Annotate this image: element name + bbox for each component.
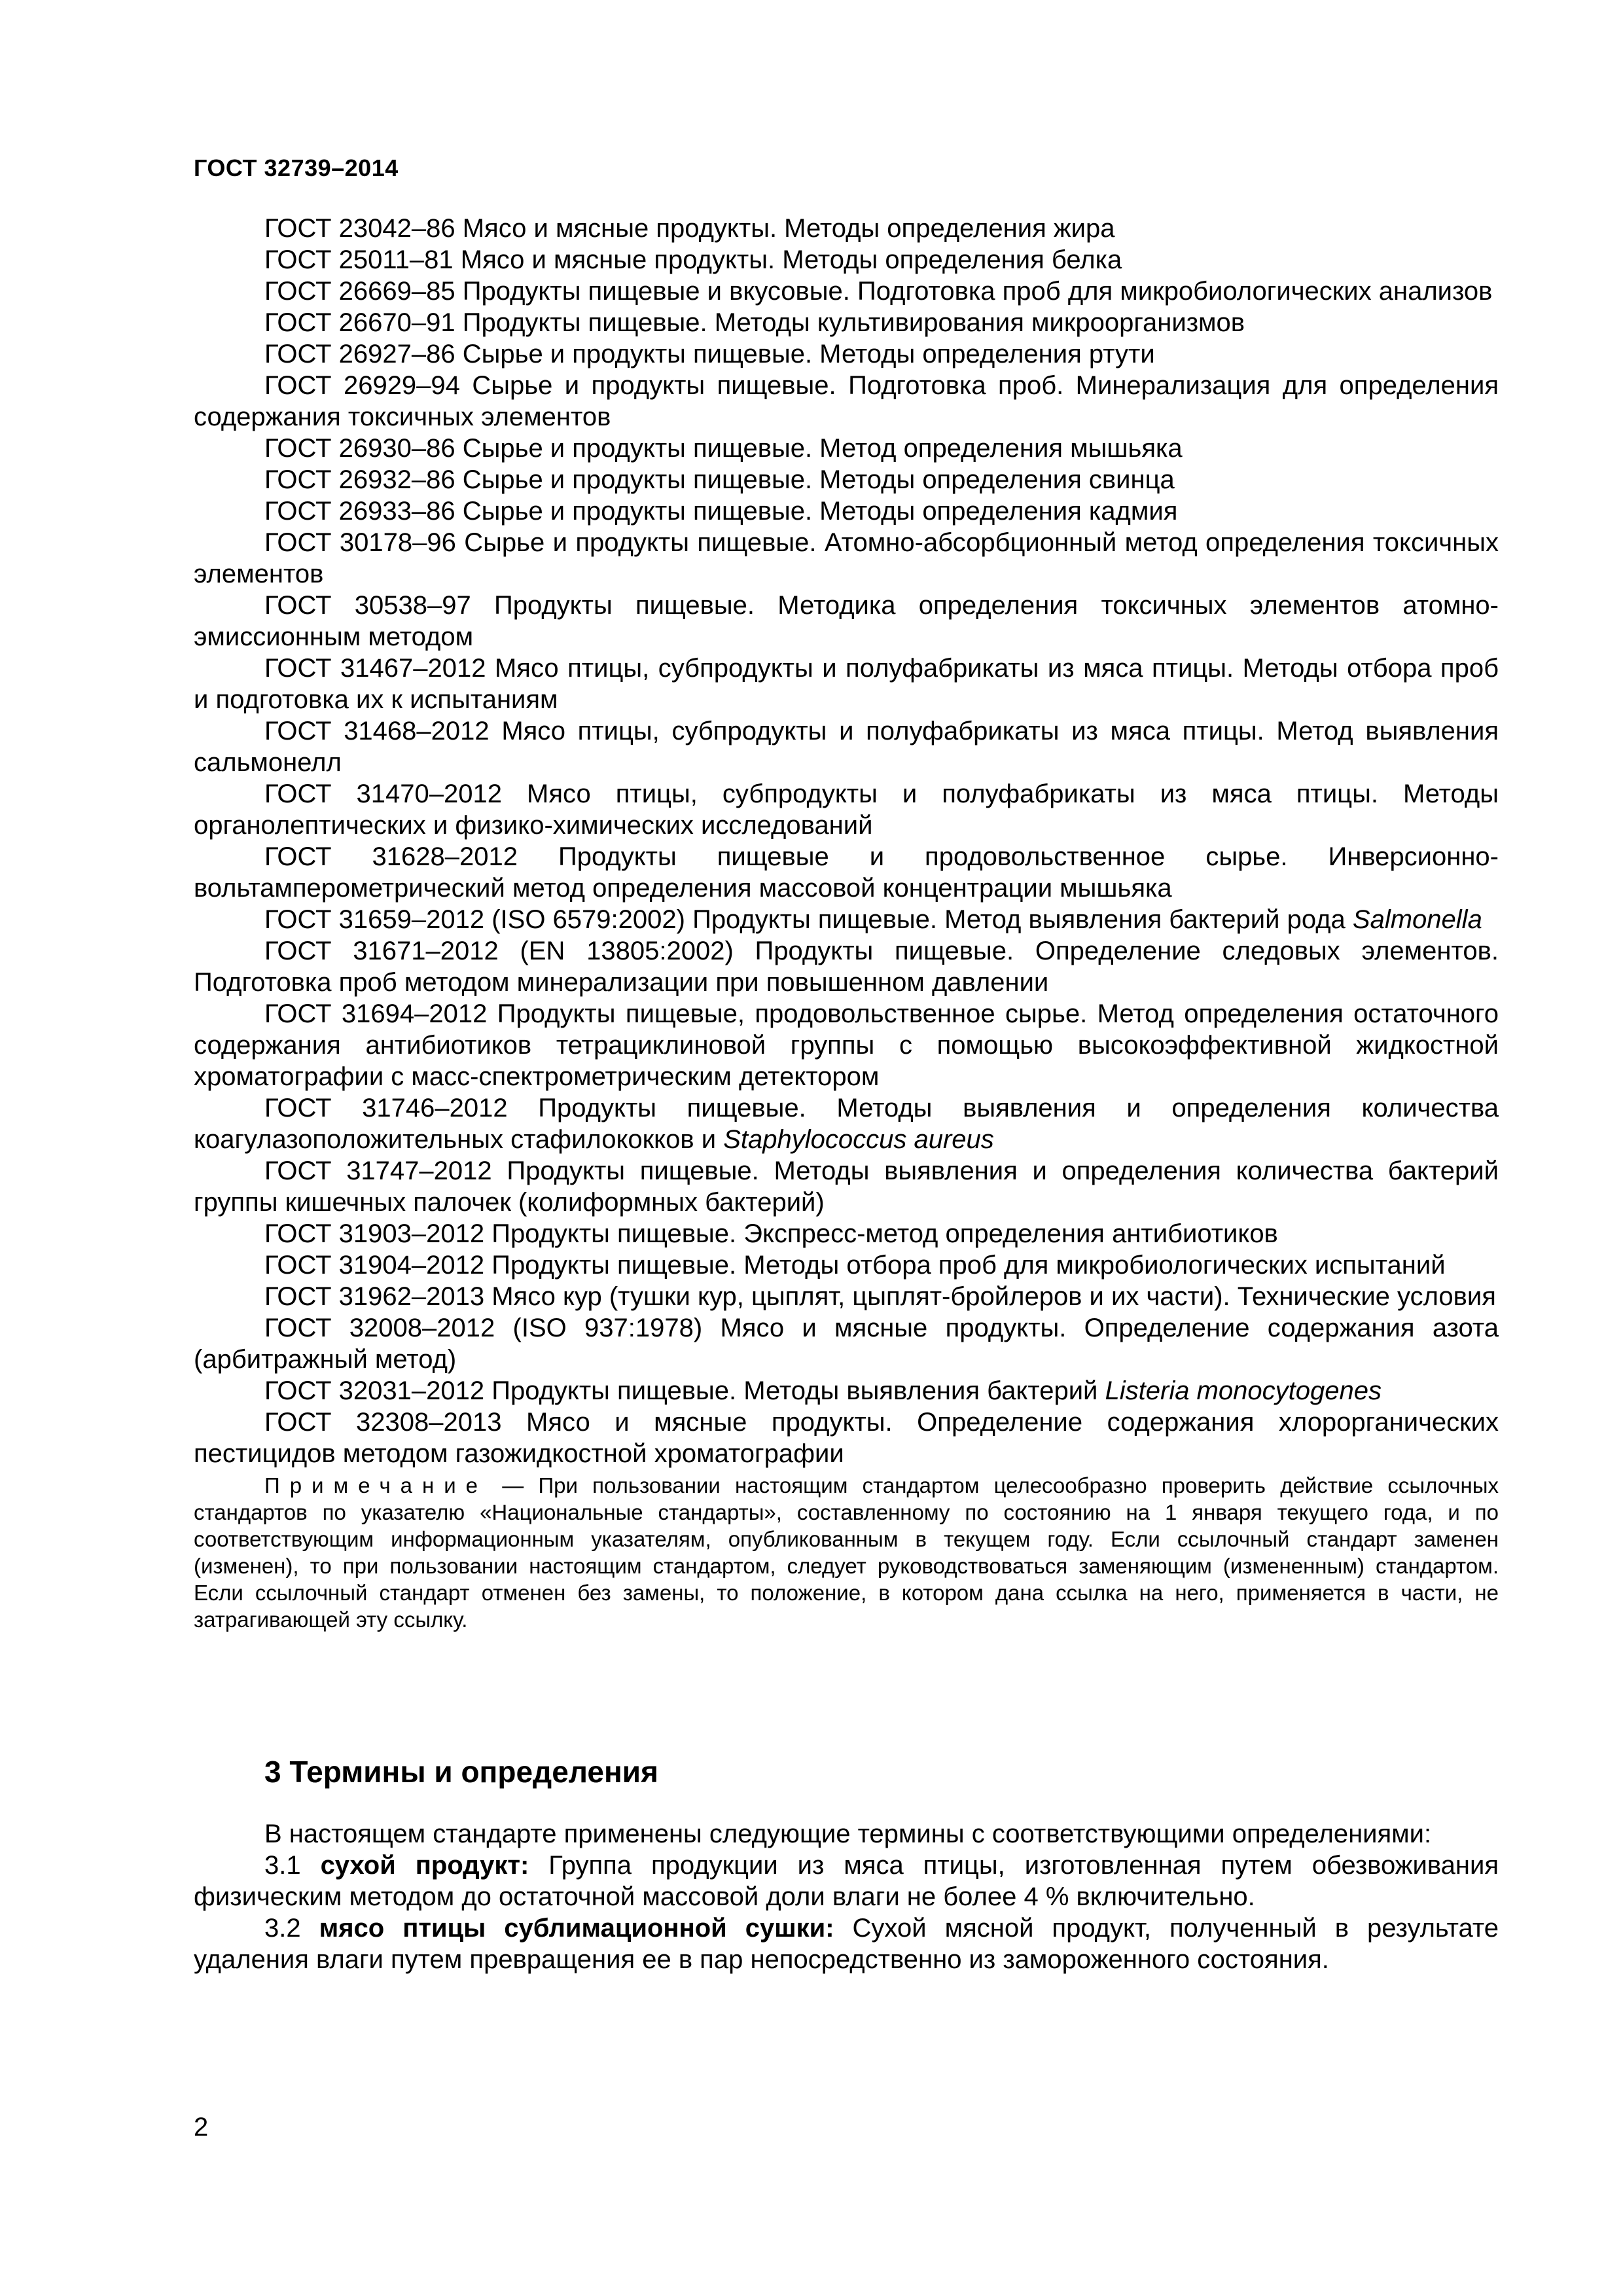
reference-item <box>194 1375 1499 1407</box>
reference-text: ГОСТ 31694–2012 Продукты пищевые, продовольственное сырье. Метод определения остаточного содержания антибиотиков тетрациклиновой группы с помощью высокоэффективной жидкостной хроматографии с масс-спектрометрическим детектором <box>194 999 1499 1091</box>
reference-text: ГОСТ 25011–81 Мясо и мясные продукты. Методы определения белка <box>264 245 1122 274</box>
reference-item <box>194 841 1499 904</box>
reference-item <box>194 1218 1499 1249</box>
term-name: мясо птицы сублимационной сушки: <box>319 1914 834 1943</box>
reference-item <box>194 715 1499 778</box>
note-text: — При пользовании настоящим стандартом целесообразно проверить действие ссылочных стандартов по указателю «Национальные стандарты», составленному по состоянию на 1 января текущего года, и по соответствующим информационным указателям, опубликованным в текущем году. Если ссылочный стандарт заменен (изменен), то при пользовании настоящим стандартом, следует руководствоваться заменяющим (измененным) стандартом. Если ссылочный стандарт отменен без замены, то положение, в котором дана ссылка на него, применяется в части, не затрагивающей эту ссылку. <box>194 1473 1499 1632</box>
reference-text: ГОСТ 31746–2012 Продукты пищевые. Методы выявления и определения количества коагулазоположительных стафилококков и <box>194 1094 1499 1154</box>
reference-item <box>194 935 1499 998</box>
section-body <box>194 1818 1499 1975</box>
term-definition <box>194 1912 1499 1975</box>
reference-text: ГОСТ 32308–2013 Мясо и мясные продукты. Определение содержания хлорорганических пестицидов методом газожидкостной хроматографии <box>194 1408 1499 1468</box>
reference-text: ГОСТ 26933–86 Сырье и продукты пищевые. Методы определения кадмия <box>264 497 1178 526</box>
reference-item <box>194 244 1499 276</box>
reference-text: ГОСТ 31659–2012 (ISO 6579:2002) Продукты пищевые. Метод выявления бактерий рода <box>264 905 1353 934</box>
reference-text: ГОСТ 30538–97 Продукты пищевые. Методика определения токсичных элементов атомно-эмиссионным методом <box>194 591 1499 651</box>
note-label: Примечание <box>264 1473 488 1498</box>
reference-item <box>194 276 1499 307</box>
reference-text: ГОСТ 26929–94 Сырье и продукты пищевые. Подготовка проб. Минерализация для определения содержания токсичных элементов <box>194 371 1499 431</box>
reference-text: ГОСТ 31747–2012 Продукты пищевые. Методы выявления и определения количества бактерий группы кишечных палочек (колиформных бактерий) <box>194 1157 1499 1217</box>
term-name: сухой продукт: <box>320 1851 529 1880</box>
reference-item <box>194 527 1499 590</box>
reference-item <box>194 904 1499 935</box>
reference-text: ГОСТ 26932–86 Сырье и продукты пищевые. Методы определения свинца <box>264 465 1175 494</box>
term-number: 3.1 <box>264 1851 301 1880</box>
reference-item <box>194 998 1499 1092</box>
reference-item <box>194 1407 1499 1469</box>
term-text: Сухой мясной продукт, полученный в результате удаления влаги путем превращения ее в пар непосредственно из замороженного состояния. <box>194 1914 1499 1974</box>
section-intro: В настоящем стандарте применены следующие термины с соответствующими определениями: <box>264 1820 1432 1848</box>
term-text: Группа продукции из мяса птицы, изготовленная путем обезвоживания физическим методом до остаточной массовой доли влаги не более 4 % включительно. <box>194 1851 1499 1911</box>
reference-text: ГОСТ 30178–96 Сырье и продукты пищевые. Атомно-абсорбционный метод определения токсичных элементов <box>194 528 1499 588</box>
reference-item <box>194 1155 1499 1218</box>
reference-item <box>194 1312 1499 1375</box>
reference-text: ГОСТ 31467–2012 Мясо птицы, субпродукты и полуфабрикаты из мяса птицы. Методы отбора проб и подготовка их к испытаниям <box>194 654 1499 714</box>
reference-text: ГОСТ 31962–2013 Мясо кур (тушки кур, цыплят, цыплят-бройлеров и их части). Технические условия <box>264 1282 1496 1311</box>
reference-item <box>194 1281 1499 1312</box>
reference-item <box>194 590 1499 653</box>
document-header: ГОСТ 32739–2014 <box>194 154 399 181</box>
reference-text: ГОСТ 31904–2012 Продукты пищевые. Методы отбора проб для микробиологических испытаний <box>264 1251 1446 1280</box>
reference-item <box>194 1092 1499 1155</box>
reference-item <box>194 213 1499 244</box>
reference-item <box>194 370 1499 433</box>
reference-text: ГОСТ 26927–86 Сырье и продукты пищевые. Методы определения ртути <box>264 340 1155 368</box>
reference-text: ГОСТ 31671–2012 (EN 13805:2002) Продукты пищевые. Определение следовых элементов. Подготовка проб методом минерализации при повышенном давлении <box>194 937 1499 997</box>
reference-item <box>194 495 1499 527</box>
reference-text: ГОСТ 31470–2012 Мясо птицы, субпродукты и полуфабрикаты из мяса птицы. Методы органолептических и физико-химических исследований <box>194 780 1499 840</box>
note <box>194 1472 1499 1633</box>
reference-text: ГОСТ 32031–2012 Продукты пищевые. Методы выявления бактерий <box>264 1376 1105 1405</box>
reference-item <box>194 653 1499 715</box>
reference-text: ГОСТ 32008–2012 (ISO 937:1978) Мясо и мясные продукты. Определение содержания азота (арбитражный метод) <box>194 1314 1499 1374</box>
reference-text: ГОСТ 31903–2012 Продукты пищевые. Экспресс-метод определения антибиотиков <box>264 1219 1278 1248</box>
reference-item <box>194 307 1499 338</box>
term-definition <box>194 1850 1499 1912</box>
reference-text: ГОСТ 31628–2012 Продукты пищевые и продовольственное сырье. Инверсионно-вольтамперометрический метод определения массовой концентрации мышьяка <box>194 842 1499 903</box>
section-title: 3 Термины и определения <box>264 1755 658 1789</box>
reference-text: ГОСТ 23042–86 Мясо и мясные продукты. Методы определения жира <box>264 214 1115 243</box>
normative-references-list <box>194 213 1499 1633</box>
reference-text: ГОСТ 26669–85 Продукты пищевые и вкусовые. Подготовка проб для микробиологических анализов <box>264 277 1493 306</box>
reference-text: ГОСТ 26670–91 Продукты пищевые. Методы культивирования микроорганизмов <box>264 308 1245 337</box>
reference-item <box>194 338 1499 370</box>
reference-item <box>194 464 1499 495</box>
reference-item <box>194 778 1499 841</box>
reference-italic-text: Staphylococcus aureus <box>723 1125 994 1154</box>
term-number: 3.2 <box>264 1914 301 1943</box>
reference-italic-text: Listeria monocytogenes <box>1105 1376 1382 1405</box>
page-number: 2 <box>194 2113 209 2142</box>
reference-text: ГОСТ 31468–2012 Мясо птицы, субпродукты и полуфабрикаты из мяса птицы. Метод выявления сальмонелл <box>194 717 1499 777</box>
reference-item <box>194 433 1499 464</box>
reference-italic-text: Salmonella <box>1352 905 1482 934</box>
reference-text: ГОСТ 26930–86 Сырье и продукты пищевые. Метод определения мышьяка <box>264 434 1183 463</box>
reference-item <box>194 1249 1499 1281</box>
